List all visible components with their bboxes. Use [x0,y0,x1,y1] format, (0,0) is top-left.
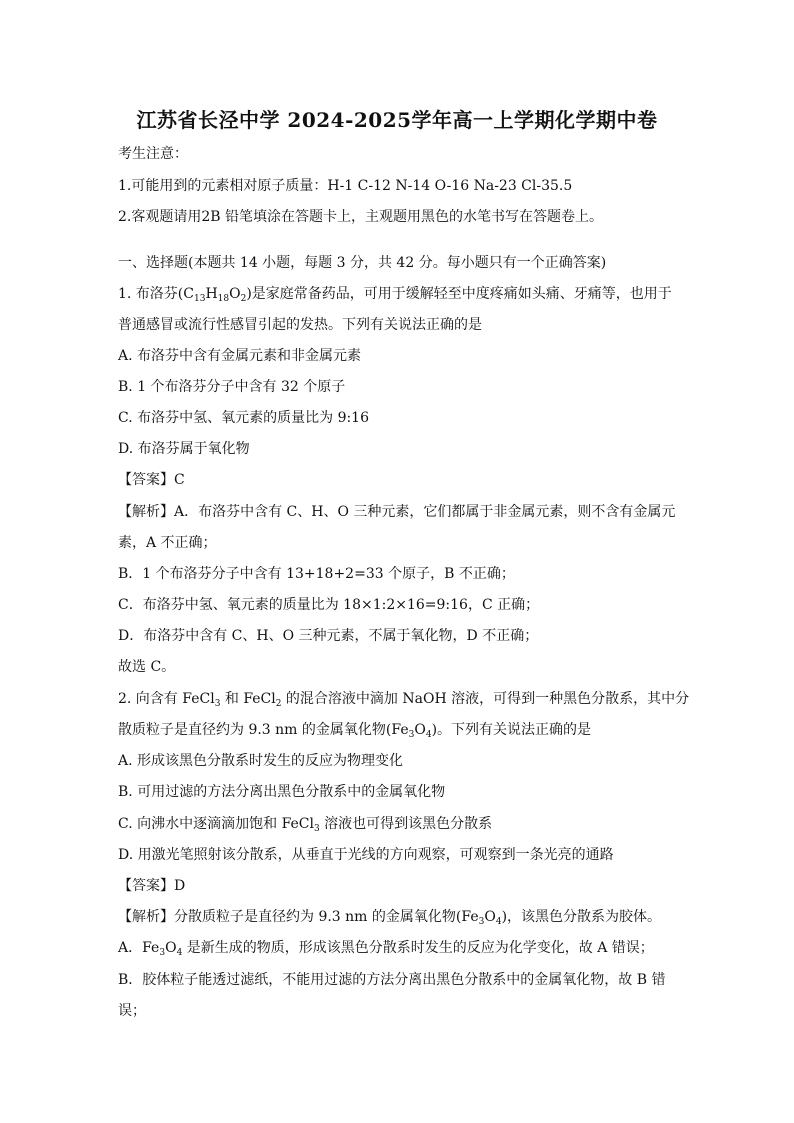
q2-analysis-b: B．胶体粒子能透过滤纸，不能用过滤的方法分离出黑色分散系中的金属氧化物，故 B 错 [118,972,666,988]
notice-heading: 考生注意： [118,146,188,162]
q1-analysis-b: B．1 个布洛芬分子中含有 13+18+2=33 个原子，B 不正确； [118,566,515,582]
q2-analysis-a: A．$Fe_3O_4$ 是新生成的物质，形成该黑色分散系时发生的反应为化学变化，故 A 错误； [118,940,654,958]
q1-analysis-line1b: 素，A 不正确； [118,535,217,551]
q2-stem-line2: 散质粒子是直径约为 9.3 nm 的金属氧化物$(Fe_3O_4)$。下列有关说法正确的是 [118,722,592,740]
q1-answer: 【答案】C [118,472,185,488]
q2-option-c: C. 向沸水中逐滴滴加饱和 FeCl$_3$ 溶液也可得到该黑色分散系 [118,816,493,834]
q2-option-d: D. 用激光笔照射该分散系，从垂直于光线的方向观察，可观察到一条光亮的通路 [118,847,614,863]
q2-analysis-b-cont: 误； [118,1003,146,1019]
q2-option-a: A. 形成该黑色分散系时发生的反应为物理变化 [118,753,404,769]
q1-option-d: D. 布洛芬属于氧化物 [118,441,250,457]
q1-option-a: A. 布洛芬中含有金属元素和非金属元素 [118,348,362,364]
q1-stem-line1: 1. 布洛芬$(C_{13}H_{18}O_2)$是家庭常备药品，可用于缓解轻至中度疼痛如头痛、牙痛等，也用于 [118,286,672,304]
q1-analysis-line1: 【解析】A．布洛芬中含有 C、H、O 三种元素，它们都属于非金属元素，则不含有金属元 [118,504,676,520]
q1-analysis-d: D．布洛芬中含有 C、H、O 三种元素，不属于氧化物，D 不正确； [118,628,539,644]
notice-item-1: 1.可能用到的元素相对原子质量：H-1 C-12 N-14 O-16 Na-23 Cl-35.5 [118,178,573,194]
document-title: 江苏省长泾中学 2024-2025学年高一上学期化学期中卷 [136,108,658,132]
section-heading: 一、选择题(本题共 14 小题，每题 3 分，共 42 分。每小题只有一个正确答案) [118,255,607,271]
q1-stem-line2: 普通感冒或流行性感冒引起的发热。下列有关说法正确的是 [118,317,482,333]
q1-option-b: B. 1 个布洛芬分子中含有 32 个原子 [118,379,346,395]
q2-answer: 【答案】D [118,878,186,894]
q1-option-c: C. 布洛芬中氢、氧元素的质量比为 9:16 [118,410,370,426]
notice-item-2: 2.客观题请用2B 铅笔填涂在答题卡上，主观题用黑色的水笔书写在答题卷上。 [118,209,604,225]
q1-analysis-c: C．布洛芬中氢、氧元素的质量比为 18×1:2×16=9:16，C 正确； [118,597,540,613]
q2-option-b: B. 可用过滤的方法分离出黑色分散系中的金属氧化物 [118,784,446,800]
q2-analysis-intro: 【解析】分散质粒子是直径约为 9.3 nm 的金属氧化物$(Fe_3O_4)$，该黑色分散系为胶体。 [118,909,662,927]
q2-stem-line1: 2. 向含有 FeCl$_3$ 和 FeCl$_2$ 的混合溶液中滴加 NaOH 溶液，可得到一种黑色分散系，其中分 [118,691,690,709]
q1-conclusion: 故选 C。 [118,659,176,675]
